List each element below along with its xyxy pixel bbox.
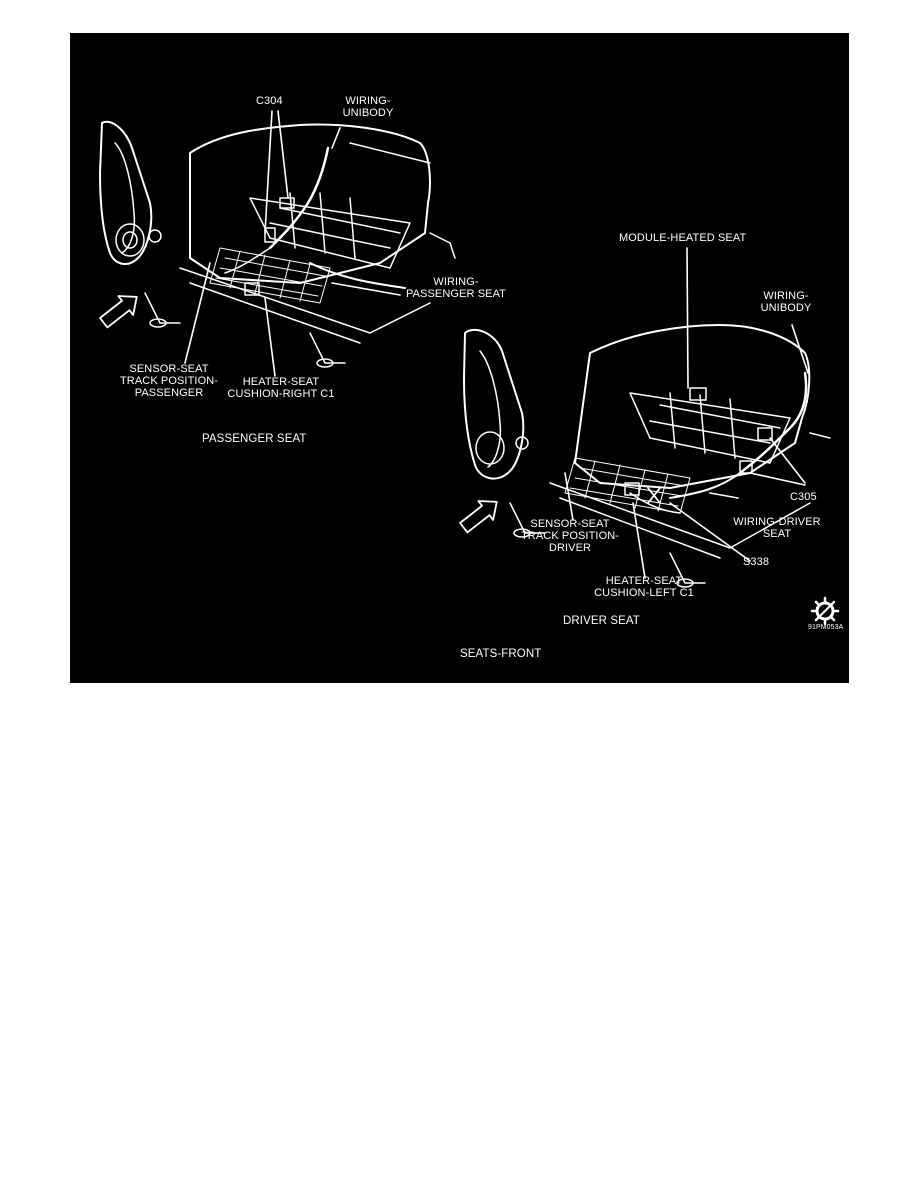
fwd-arrow-icon [456,492,504,537]
label-wiring-driver-seat: WIRING-DRIVER SEAT [733,516,821,540]
label-c304: C304 [256,95,283,107]
figure-caption: SEATS-FRONT [460,648,542,660]
figure-id: 91PM053A [808,624,844,631]
passenger-seat-drawing [100,122,455,367]
label-sensor-seat-track-passenger: SENSOR-SEAT TRACK POSITION- PASSENGER [119,363,219,399]
label-c305: C305 [790,491,817,503]
label-module-heated-seat: MODULE-HEATED SEAT [619,232,747,244]
label-wiring-unibody-passenger: WIRING- UNIBODY [342,95,394,119]
passenger-seat-title: PASSENGER SEAT [202,433,307,445]
label-s338: S338 [743,556,770,568]
label-heater-seat-cushion-left: HEATER-SEAT CUSHION-LEFT C1 [594,575,694,599]
label-heater-seat-cushion-right: HEATER-SEAT CUSHION-RIGHT C1 [227,376,335,400]
driver-seat-title: DRIVER SEAT [563,615,640,627]
label-wiring-passenger-seat: WIRING- PASSENGER SEAT [405,276,507,300]
label-wiring-unibody-driver: WIRING- UNIBODY [760,290,812,314]
service-gear-icon [812,598,838,624]
diagram-figure [70,33,849,683]
seat-wiring-illustration [70,33,849,683]
fwd-arrow-icon [96,287,144,332]
label-sensor-seat-track-driver: SENSOR-SEAT TRACK POSITION- DRIVER [520,518,620,554]
